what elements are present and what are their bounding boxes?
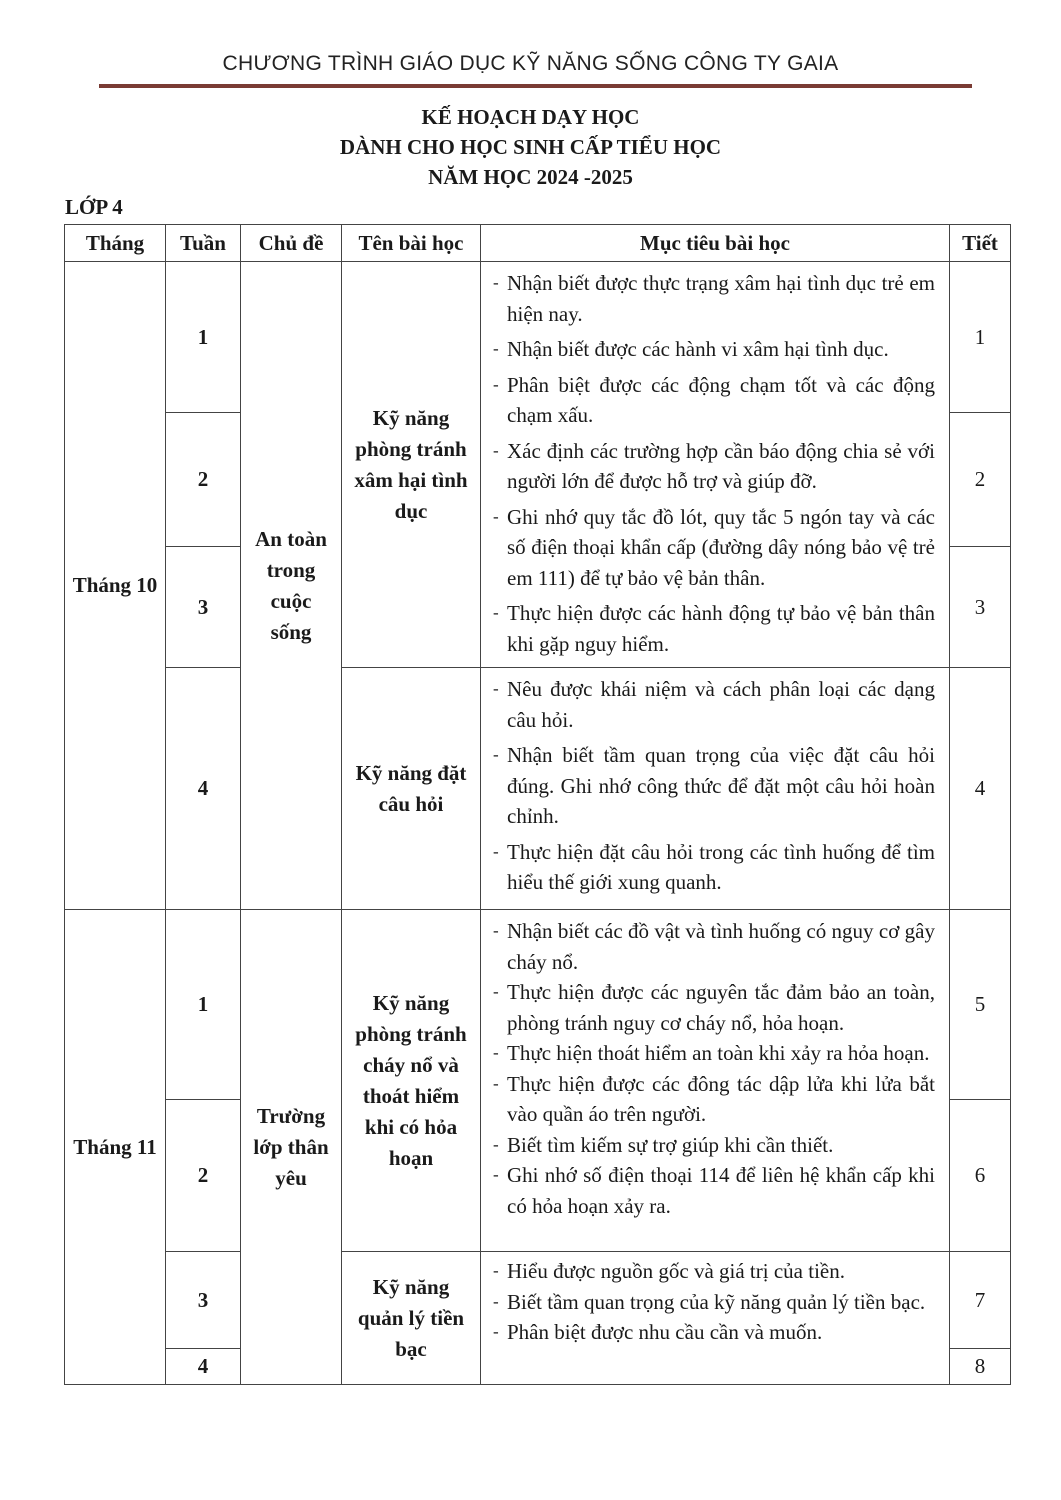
lesson-name-cell [342, 910, 481, 1252]
objective-item: - Thực hiện được các hành động tự bảo vệ bản thân khi gặp nguy hiểm. [493, 598, 935, 659]
document-title [0, 102, 1061, 192]
title-line-3: NĂM HỌC 2024 -2025 [428, 165, 633, 189]
objective-item: - Nhận biết được các hành vi xâm hại tình dục. [493, 334, 935, 365]
objective-item: - Phân biệt được nhu cầu cần và muốn. [493, 1317, 935, 1348]
title-line-2: DÀNH CHO HỌC SINH CẤP TIỂU HỌC [339, 135, 722, 159]
period-cell: 5 [950, 910, 1011, 1100]
table-row [65, 910, 1011, 1100]
header-month: Tháng [65, 225, 166, 262]
objective-item: - Nhận biết các đồ vật và tình huống có nguy cơ gây cháy nổ. [493, 916, 935, 977]
header-divider [99, 84, 972, 88]
header-lesson: Tên bài học [342, 225, 481, 262]
objective-item: - Thực hiện đặt câu hỏi trong các tình huống để tìm hiểu thế giới xung quanh. [493, 837, 935, 898]
objective-item: - Nhận biết tầm quan trọng của việc đặt câu hỏi đúng. Ghi nhớ công thức để đặt một câu hỏi hoàn chỉnh. [493, 740, 935, 832]
period-cell: 1 [950, 262, 1011, 413]
week-cell: 2 [166, 413, 241, 547]
week-cell: 1 [166, 262, 241, 413]
header-week: Tuần [166, 225, 241, 262]
lesson-name-cell [342, 668, 481, 910]
table-row [65, 262, 1011, 413]
lesson-name: Kỹ năng phòng tránh xâm hại tình dục [354, 405, 468, 523]
lesson-plan-table [64, 224, 1011, 1385]
objective-item: - Biết tìm kiếm sự trợ giúp khi cần thiết. [493, 1130, 935, 1161]
week-cell: 2 [166, 1100, 241, 1252]
topic-text: Trường lớp thân yêu [253, 1103, 329, 1190]
objectives-cell [481, 668, 950, 910]
month-cell: Tháng 11 [65, 910, 166, 1385]
lesson-name: Kỹ năng đặt câu hỏi [355, 760, 467, 816]
objective-item: - Xác định các trường hợp cần báo động chia sẻ với người lớn để được hỗ trợ và giúp đỡ. [493, 436, 935, 497]
period-cell: 6 [950, 1100, 1011, 1252]
objective-item: - Thực hiện được các nguyên tắc đảm bảo an toàn, phòng tránh nguy cơ cháy nổ, hỏa hoạn. [493, 977, 935, 1038]
header-objectives: Mục tiêu bài học [481, 225, 950, 262]
title-line-1: KẾ HOẠCH DẠY HỌC [421, 105, 640, 129]
topic-cell [241, 910, 342, 1385]
period-cell: 4 [950, 668, 1011, 910]
table-header-row [65, 225, 1011, 262]
objective-item: - Nhận biết được thực trạng xâm hại tình dục trẻ em hiện nay. [493, 268, 935, 329]
period-cell: 8 [950, 1349, 1011, 1385]
week-cell: 4 [166, 668, 241, 910]
objective-item: - Thực hiện thoát hiểm an toàn khi xảy ra hỏa hoạn. [493, 1038, 935, 1069]
week-cell: 4 [166, 1349, 241, 1385]
program-header: CHƯƠNG TRÌNH GIÁO DỤC KỸ NĂNG SỐNG CÔNG TY GAIA [222, 52, 839, 75]
period-cell: 3 [950, 547, 1011, 668]
lesson-name-cell [342, 1252, 481, 1385]
week-cell: 3 [166, 1252, 241, 1349]
header-period: Tiết [950, 225, 1011, 262]
objective-item: - Thực hiện được các đông tác dập lửa khi lửa bắt vào quần áo trên người. [493, 1069, 935, 1130]
period-cell: 2 [950, 413, 1011, 547]
objective-item: - Phân biệt được các động chạm tốt và các động chạm xấu. [493, 370, 935, 431]
objective-item: - Hiểu được nguồn gốc và giá trị của tiền. [493, 1256, 935, 1287]
objectives-cell [481, 910, 950, 1252]
month-cell: Tháng 10 [65, 262, 166, 910]
table-row [65, 1252, 1011, 1349]
lesson-name: Kỹ năng quản lý tiền bạc [357, 1274, 465, 1361]
objective-item: - Nêu được khái niệm và cách phân loại các dạng câu hỏi. [493, 674, 935, 735]
lesson-name-cell [342, 262, 481, 668]
week-cell: 1 [166, 910, 241, 1100]
topic-text: An toàn trong cuộc sống [255, 526, 327, 644]
objectives-cell [481, 262, 950, 668]
objective-item: - Ghi nhớ quy tắc đồ lót, quy tắc 5 ngón tay và các số điện thoại khẩn cấp (đường dây nóng bảo vệ trẻ em 111) để tự bảo vệ bản thân. [493, 502, 935, 594]
topic-cell [241, 262, 342, 910]
period-cell: 7 [950, 1252, 1011, 1349]
objectives-cell [481, 1252, 950, 1385]
lesson-name: Kỹ năng phòng tránh cháy nổ và thoát hiểm khi có hỏa hoạn [355, 990, 467, 1170]
class-label: LỚP 4 [65, 195, 123, 219]
table-row [65, 668, 1011, 910]
objective-item: - Ghi nhớ số điện thoại 114 để liên hệ khẩn cấp khi có hỏa hoạn xảy ra. [493, 1160, 935, 1221]
week-cell: 3 [166, 547, 241, 668]
header-topic: Chủ đề [241, 225, 342, 262]
objective-item: - Biết tầm quan trọng của kỹ năng quản lý tiền bạc. [493, 1287, 935, 1318]
